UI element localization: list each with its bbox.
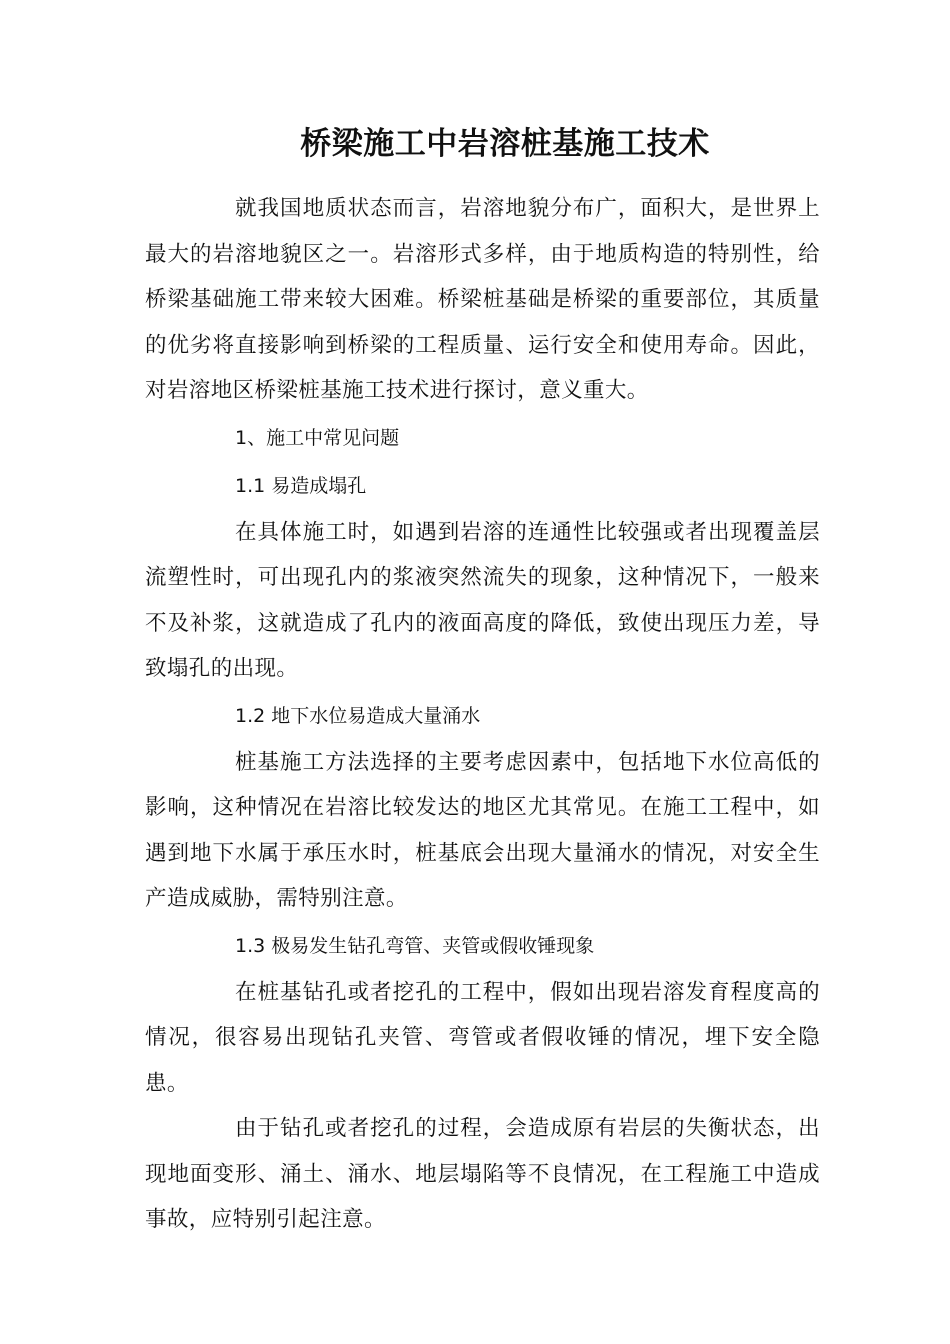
subsection-heading-1-3: 1.3 极易发生钻孔弯管、夹管或假收锤现象 (235, 934, 595, 957)
paragraph-1-1: 在具体施工时，如遇到岩溶的连通性比较强或者出现覆盖层流塑性时，可出现孔内的浆液突然流失的现象，这种情况下，一般来不及补浆，这就造成了孔内的液面高度的降低，致使出现压力差，导致塌孔的出现。 (145, 519, 820, 681)
paragraph-1-3-a: 在桩基钻孔或者挖孔的工程中，假如出现岩溶发育程度高的情况，很容易出现钻孔夹管、弯管或者假收锤的情况，埋下安全隐患。 (145, 979, 820, 1096)
subsection-heading-1-2: 1.2 地下水位易造成大量涌水 (235, 704, 481, 727)
document-body (145, 186, 820, 1243)
document-title: 桥梁施工中岩溶桩基施工技术 (300, 126, 710, 162)
section-heading-1: 1、施工中常见问题 (235, 426, 400, 449)
paragraph-1-2: 桩基施工方法选择的主要考虑因素中，包括地下水位高低的影响，这种情况在岩溶比较发达的地区尤其常见。在施工工程中，如遇到地下水属于承压水时，桩基底会出现大量涌水的情况，对安全生产造成威胁，需特别注意。 (145, 749, 820, 911)
paragraph-1-3-b: 由于钻孔或者挖孔的过程，会造成原有岩层的失衡状态，出现地面变形、涌土、涌水、地层塌陷等不良情况，在工程施工中造成事故，应特别引起注意。 (145, 1116, 820, 1232)
subsection-heading-1-1: 1.1 易造成塌孔 (235, 474, 367, 497)
paragraph-intro: 就我国地质状态而言，岩溶地貌分布广，面积大，是世界上最大的岩溶地貌区之一。岩溶形式多样，由于地质构造的特别性，给桥梁基础施工带来较大困难。桥梁桩基础是桥梁的重要部位，其质量的优劣将直接影响到桥梁的工程质量、运行安全和使用寿命。因此，对岩溶地区桥梁桩基施工技术进行探讨，意义重大。 (145, 196, 820, 403)
